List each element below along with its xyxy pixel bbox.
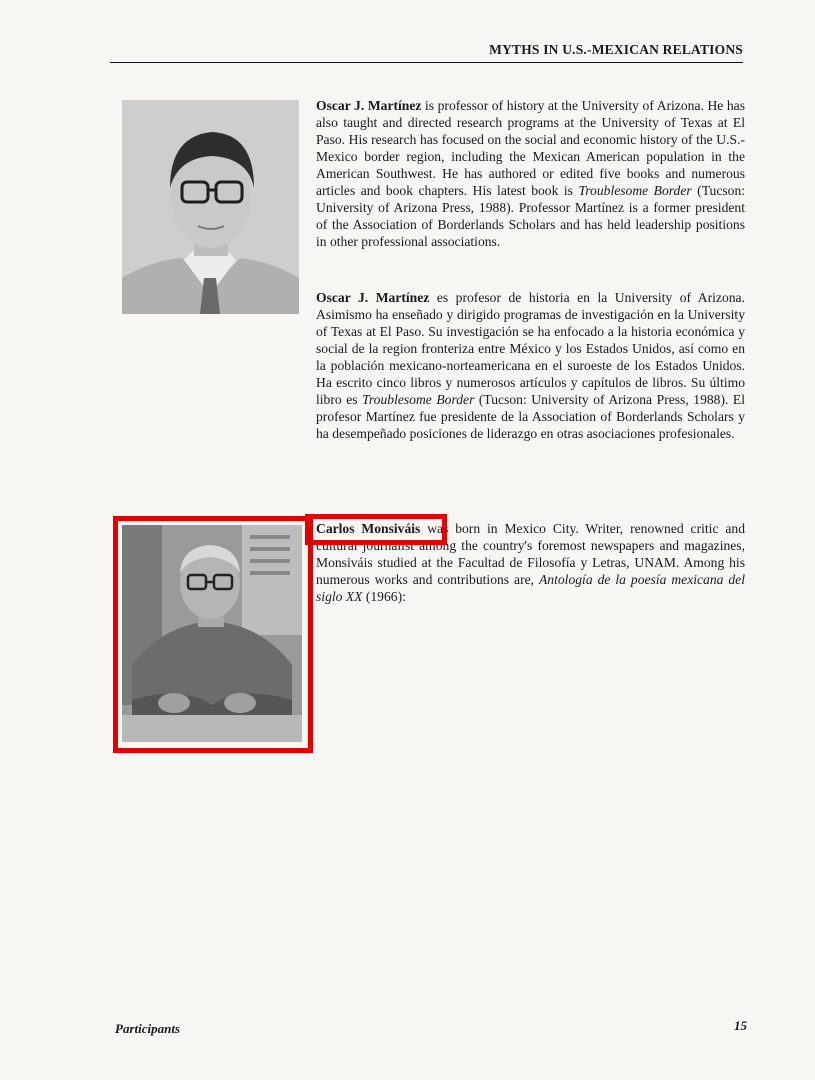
running-head-title: MYTHS IN U.S.-MEXICAN RELATIONS [489,42,743,57]
bio-oscar-martinez-es [316,289,745,442]
bio-text: is professor of history at the University of Arizona. He has also taught and directed research programs at the University of Texas at El Paso. His research has focused on the social and economic history of the U.S.-Mexico border region, including the Mexican American population in the American Southwest. He has authored or edited five books and numerous articles and book chapters. His latest book is [316,98,745,198]
page-number: 15 [734,1018,747,1033]
portrait-carlos-monsivais [122,525,302,742]
bio-text: was born in Mexico City. Writer, renowned critic and cultural journalist among the country's foremost newspapers and magazines, Monsiváis studied at the Facultad de Filosofía y Letras, UNAM. Among his numerous works and contributions are, [316,521,745,587]
footer-section-label: Participants [115,1021,181,1036]
bio-name: Oscar J. Martínez [316,98,422,113]
portrait-oscar-martinez [122,100,299,314]
bio-carlos-monsivais [316,520,745,605]
bio-text-after: (1966): [362,589,406,604]
bio-oscar-martinez-en [316,97,745,250]
bio-name: Carlos Monsiváis [316,521,421,536]
book-title: Troublesome Border [578,183,692,198]
running-head [110,40,743,63]
bio-name: Oscar J. Martínez [316,290,430,305]
bio-text: es profesor de historia en la University of Arizona. Asimismo ha enseñado y dirigido programas de investigación en la University of Texas at El Paso. Su investigación se ha enfocado a la historia económica y social de la region fronteriza entre México y los Estados Unidos, así como en la población mexicano-norteamericana en el suroeste de los Estados Unidos. Ha escrito cinco libros y numerosos artículos y capítulos de libros. Su último libro es [316,290,745,407]
bio-text-after: (Tucson: University of Arizona Press, 1988). Professor Martínez is a former president of the Association of Borderlands Scholars and has held leadership positions in other professional associations. [316,183,746,249]
bio-text-after: (Tucson: University of Arizona Press, 1988). El profesor Martínez fue presidente de la Association of Borderlands Scholars y ha desempeñado posiciones de liderazgo en otras asociaciones profesionales. [316,392,746,441]
book-title: Troublesome Border [362,392,475,407]
book-title: Antología de la poesía mexicana del siglo XX [316,572,745,604]
